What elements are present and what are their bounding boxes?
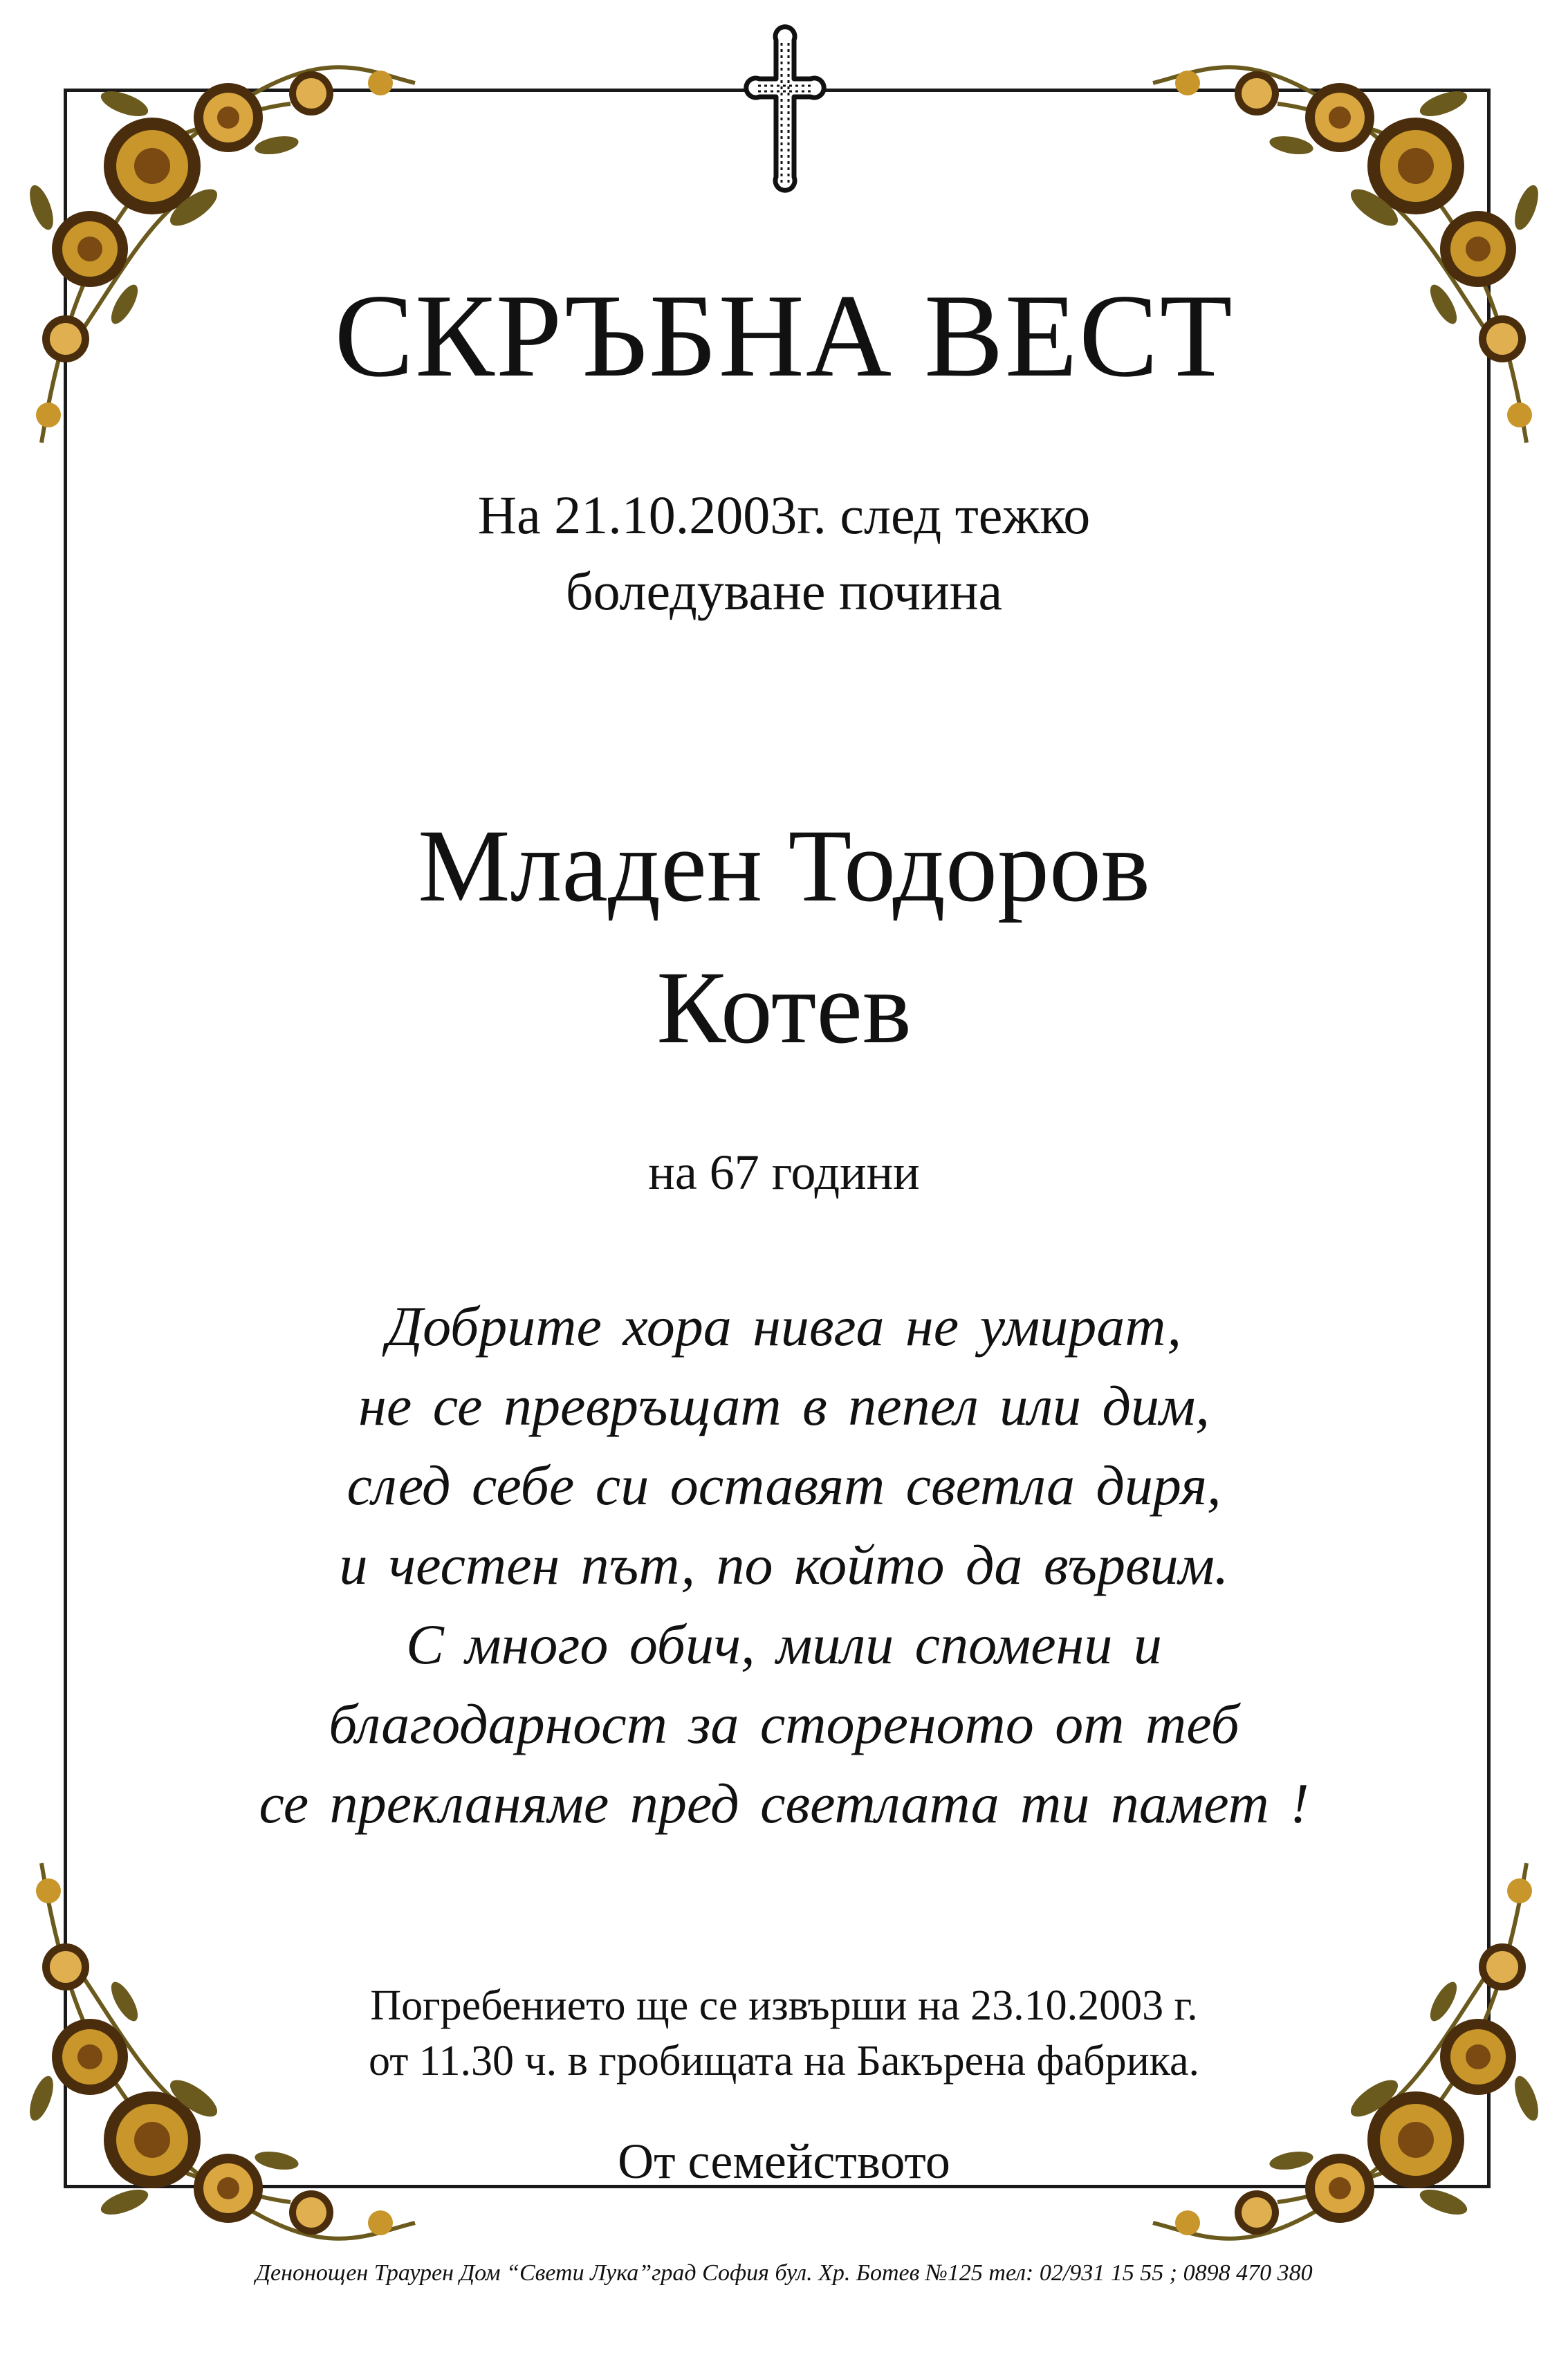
poem-line: и честен път, по който да вървим. [339, 1533, 1229, 1596]
intro-text [0, 477, 1568, 629]
page-title: СКРЪБНА ВЕСТ [334, 270, 1234, 402]
poem-line: не се превръщат в пепел или дим, [358, 1374, 1210, 1437]
funeral-home-footer: Денонощен Траурен Дом “Свети Лука”град София бул. Хр. Ботев №125 тел: 02/931 15 55 ; 0898 470 380 [255, 2260, 1313, 2286]
poem-line: след себе си оставят светла диря, [347, 1454, 1221, 1517]
poem-line: се прекланяме пред светлата ти памет ! [259, 1772, 1309, 1835]
poem-line: благодарност за стореното от теб [329, 1692, 1239, 1755]
floral-corner-top-left [0, 28, 443, 470]
floral-corner-top-right [1125, 28, 1568, 470]
intro-line-2: боледуване почина [565, 561, 1003, 621]
deceased-name [0, 795, 1568, 1079]
funeral-info-line-2: от 11.30 ч. в гробищата на Бакърена фабрика. [369, 2037, 1199, 2085]
funeral-info [0, 1978, 1568, 2089]
poem-line: Добрите хора нивга не умират, [386, 1295, 1182, 1358]
intro-line-1: На 21.10.2003г. след тежко [477, 485, 1091, 545]
family-signature: От семейството [618, 2134, 950, 2189]
deceased-age: на 67 години [648, 1145, 920, 1200]
memorial-poem [0, 1286, 1568, 1843]
cross-icon [733, 19, 837, 206]
poem-line: С много обич, мили спомени и [406, 1613, 1162, 1676]
deceased-name-line-2: Котев [656, 950, 912, 1065]
deceased-name-line-1: Младен Тодоров [418, 808, 1150, 923]
funeral-info-line-1: Погребението ще се извърши на 23.10.2003 г. [370, 1982, 1198, 2029]
